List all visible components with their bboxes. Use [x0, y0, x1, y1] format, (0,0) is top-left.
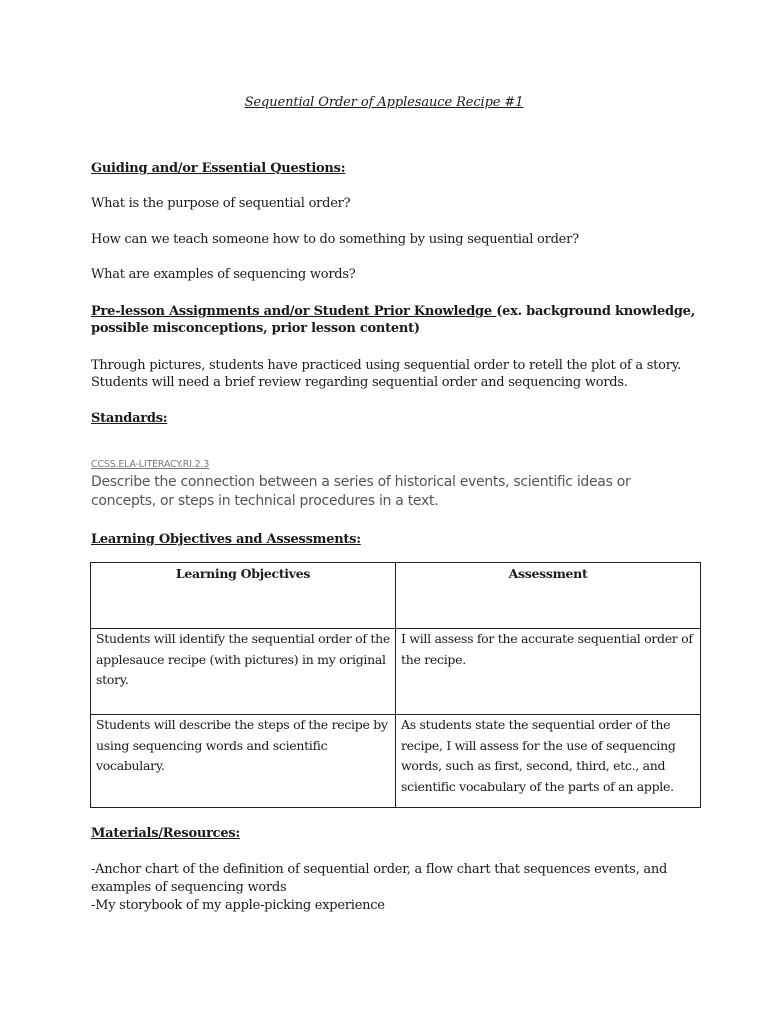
materials-item-1-line-2: examples of sequencing words — [91, 880, 287, 895]
document-title: Sequential Order of Applesauce Recipe #1 — [244, 95, 524, 110]
standard-description: Describe the connection between a series of historical events, scientific ideas or concepts, or steps in technical procedures in a text. — [91, 474, 631, 509]
prelesson-paragraph-2: Students will need a brief review regarding sequential order and sequencing words. — [91, 375, 628, 390]
prelesson-heading-line — [91, 303, 695, 321]
prelesson-heading: Pre-lesson Assignments and/or Student Prior Knowledge — [91, 304, 497, 319]
guiding-questions-heading: Guiding and/or Essential Questions: — [91, 161, 346, 176]
table-cell-objective: Students will describe the steps of the recipe by using sequencing words and scientific vocabulary. — [91, 715, 396, 808]
table-header-assessment: Assessment — [396, 563, 701, 629]
guiding-question-1: What is the purpose of sequential order? — [91, 196, 351, 211]
objectives-heading: Learning Objectives and Assessments: — [91, 532, 361, 547]
table-header-row — [91, 563, 701, 629]
materials-item-1-line-1: -Anchor chart of the definition of sequential order, a flow chart that sequences events, and — [91, 862, 668, 877]
guiding-question-3: What are examples of sequencing words? — [91, 267, 356, 282]
table-cell-assessment: As students state the sequential order of the recipe, I will assess for the use of sequencing words, such as first, second, third, etc., and scientific vocabulary of the parts of an apple. — [396, 715, 701, 808]
prelesson-subheading-1: (ex. background knowledge, — [496, 304, 695, 319]
table-cell-assessment: I will assess for the accurate sequential order of the recipe. — [396, 629, 701, 715]
materials-heading: Materials/Resources: — [91, 826, 240, 841]
standards-heading: Standards: — [91, 411, 168, 426]
standard-code-link[interactable]: CCSS.ELA-LITERACY.RI.2.3 — [91, 459, 210, 470]
table-row — [91, 629, 701, 715]
table-header-objectives: Learning Objectives — [91, 563, 396, 629]
table-row — [91, 715, 701, 808]
table-cell-objective: Students will identify the sequential order of the applesauce recipe (with pictures) in my original story. — [91, 629, 396, 715]
objectives-table — [90, 562, 701, 808]
guiding-question-2: How can we teach someone how to do something by using sequential order? — [91, 232, 579, 247]
prelesson-subheading-2: possible misconceptions, prior lesson content) — [91, 321, 420, 336]
materials-item-2: -My storybook of my apple-picking experience — [91, 898, 385, 913]
prelesson-paragraph-1: Through pictures, students have practiced using sequential order to retell the plot of a story. — [91, 358, 681, 373]
